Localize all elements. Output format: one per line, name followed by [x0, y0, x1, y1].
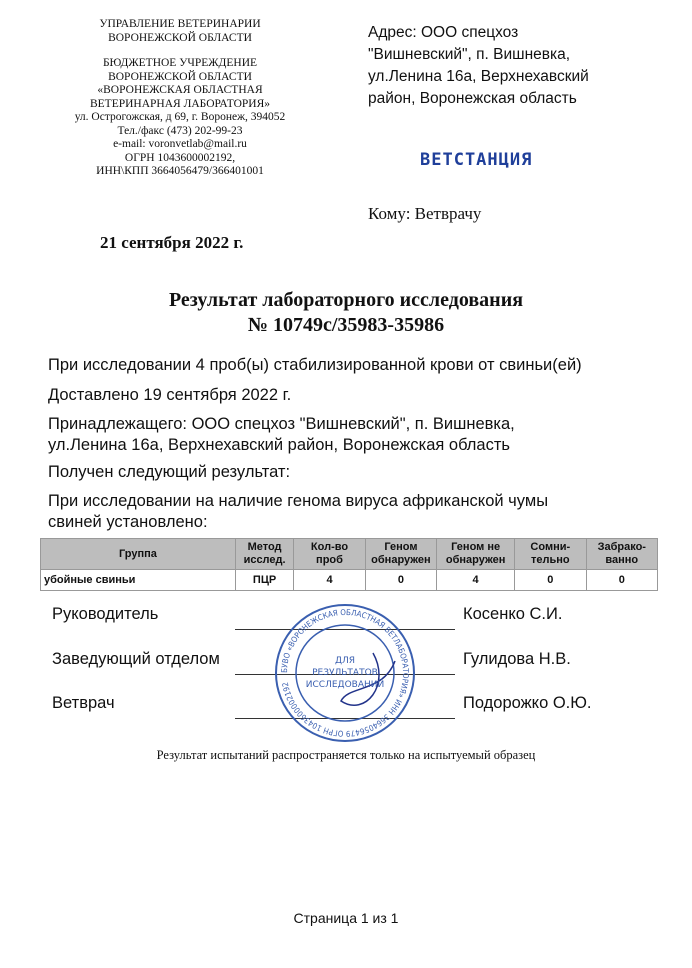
org-line: e-mail: voronvetlab@mail.ru: [113, 138, 247, 150]
table-cell: 0: [365, 570, 436, 591]
owner-info: [48, 414, 515, 456]
address-line: Адрес: ООО спецхоз: [368, 24, 519, 41]
vetstation-stamp: ВЕТСТАНЦИЯ: [420, 150, 533, 170]
org-line: УПРАВЛЕНИЕ ВЕТЕРИНАРИИ: [99, 18, 261, 30]
owner-line: Принадлежащего: ООО спецхоз "Вишневский", п. Вишневка,: [48, 415, 515, 433]
table-cell: 0: [586, 570, 657, 591]
signature-role: Руководитель: [52, 605, 159, 623]
org-line: ИНН\КПП 3664056479/366401001: [96, 165, 264, 177]
org-line: ВОРОНЕЖСКОЙ ОБЛАСТИ: [108, 31, 252, 44]
document-date: 21 сентября 2022 г.: [100, 233, 244, 252]
org-line: Тел./факс (473) 202-99-23: [117, 124, 243, 137]
column-header: Геном обнаружен: [365, 539, 436, 570]
org-line: ОГРН 1043600002192,: [124, 151, 236, 164]
column-header: Геном не обнаружен: [437, 539, 515, 570]
organization-header: [55, 18, 305, 179]
org-line: ВОРОНЕЖСКОЙ ОБЛАСТИ: [108, 70, 252, 83]
disclaimer: Результат испытаний распространяется только на испытуемый образец: [156, 748, 536, 762]
table-cell: 0: [515, 570, 586, 591]
signature-role: Ветврач: [52, 694, 115, 712]
table-cell: 4: [437, 570, 515, 591]
signature-name: Подорожко О.Ю.: [463, 694, 592, 712]
org-line: ул. Острогожская, д 69, г. Воронеж, 394052: [74, 111, 286, 123]
recipient: Кому: Ветврачу: [368, 204, 482, 223]
address-line: ул.Ленина 16а, Верхнехавский: [368, 68, 589, 85]
column-header: Сомни-тельно: [515, 539, 586, 570]
statement-line: При исследовании на наличие генома вируса африканской чумы: [48, 492, 549, 510]
title-line: Результат лабораторного исследования: [168, 289, 524, 311]
column-header: Кол-во проб: [294, 539, 365, 570]
statement-line: свиней установлено:: [48, 513, 208, 531]
org-line: БЮДЖЕТНОЕ УЧРЕЖДЕНИЕ: [102, 57, 258, 69]
address-line: район, Воронежская область: [368, 90, 577, 107]
stamp-center-text: РЕЗУЛЬТАТОВ: [312, 668, 378, 678]
result-statement: [48, 491, 548, 533]
delivery-date: Доставлено 19 сентября 2022 г.: [48, 386, 292, 404]
owner-line: ул.Ленина 16а, Верхнехавский район, Воронежская область: [48, 436, 510, 454]
signature-name: Косенко С.И.: [463, 605, 563, 623]
column-header: Забрако-ванно: [586, 539, 657, 570]
stamp-center-text: ИССЛЕДОВАНИЙ: [305, 680, 385, 690]
org-line: ВЕТЕРИНАРНАЯ ЛАБОРАТОРИЯ»: [89, 97, 271, 110]
column-header: Метод исслед.: [235, 539, 293, 570]
page-number: Страница 1 из 1: [293, 910, 399, 926]
table-cell: ПЦР: [235, 570, 293, 591]
column-header: Группа: [41, 539, 236, 570]
table-row: [41, 570, 658, 591]
document-title: [0, 288, 692, 338]
stamp-center-text: ДЛЯ: [334, 656, 356, 666]
org-line: «ВОРОНЕЖСКАЯ ОБЛАСТНАЯ: [97, 84, 263, 96]
results-table: [40, 538, 658, 591]
signature-role: Заведующий отделом: [52, 650, 220, 668]
result-intro: Получен следующий результат:: [48, 463, 291, 481]
table-cell: убойные свиньи: [41, 570, 236, 591]
table-cell: 4: [294, 570, 365, 591]
official-stamp: [245, 601, 445, 745]
stamp-ring-text: БУВО «ВОРОНЕЖСКАЯ ОБЛАСТНАЯ ВЕТЛАБОРАТОРИЯ» ИНН 3664056479 ОГРН 1043600002192: [279, 607, 411, 739]
sample-info: При исследовании 4 проб(ы) стабилизированной крови от свиньи(ей): [48, 356, 582, 374]
signature-name: Гулидова Н.В.: [463, 650, 571, 668]
recipient-address: [368, 22, 668, 110]
address-line: "Вишневский", п. Вишневка,: [368, 46, 571, 63]
document-number: № 10749с/35983-35986: [247, 314, 445, 336]
